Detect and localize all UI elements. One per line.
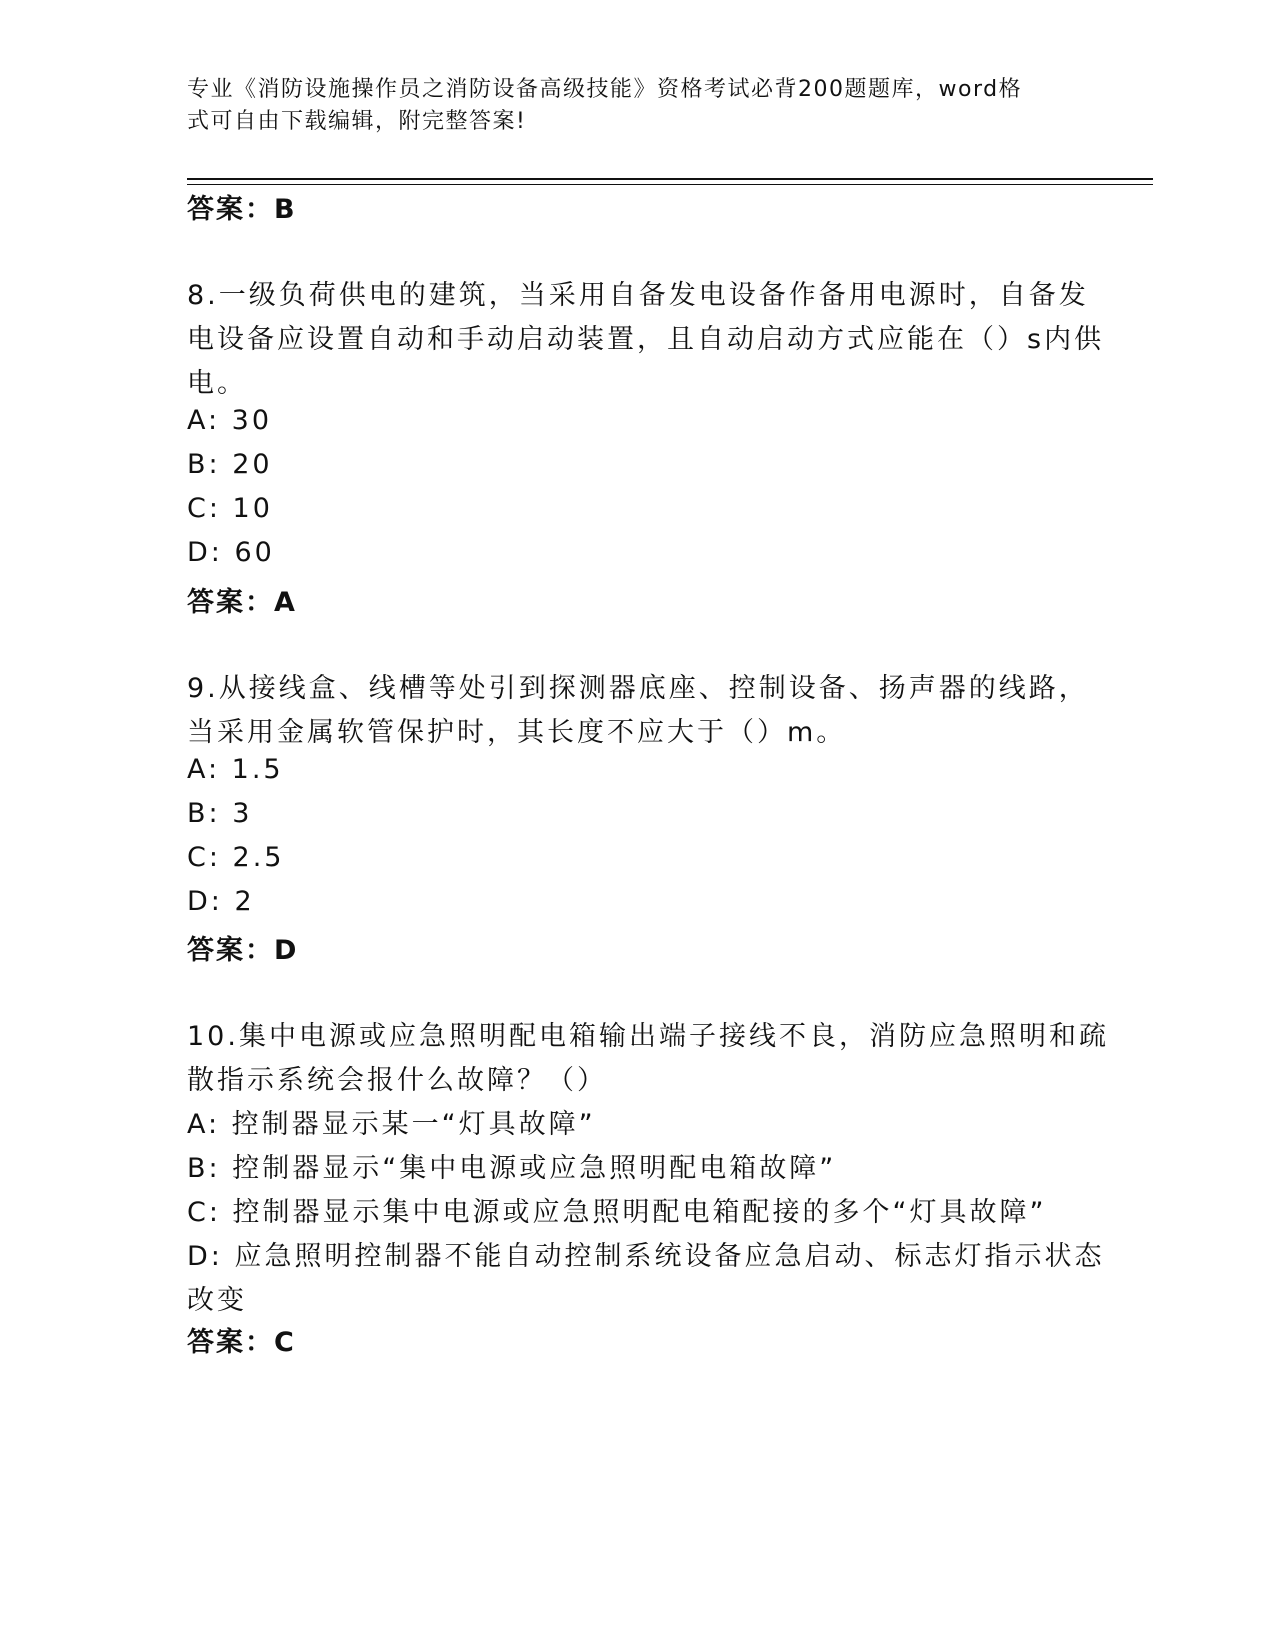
question-9-option-b: B: 3 xyxy=(187,798,253,829)
question-9-stem-line-2: 当采用金属软管保护时，其长度不应大于（）m。 xyxy=(187,717,847,748)
question-8-option-b: B: 20 xyxy=(187,449,273,480)
question-8-option-c: C: 10 xyxy=(187,493,273,524)
question-9-option-c: C: 2.5 xyxy=(187,842,285,873)
question-8-answer: 答案：A xyxy=(187,587,297,618)
question-10-answer: 答案：C xyxy=(187,1327,296,1358)
question-10-option-b: B: 控制器显示“集中电源或应急照明配电箱故障” xyxy=(187,1153,837,1184)
question-10-stem-line-2: 散指示系统会报什么故障？（） xyxy=(187,1065,607,1096)
question-8-option-a: A: 30 xyxy=(187,405,273,436)
header-divider-thin xyxy=(187,184,1153,185)
question-10-option-d-continuation: 改变 xyxy=(187,1285,247,1316)
question-8-stem-line-2: 电设备应设置自动和手动启动装置，且自动启动方式应能在（）s内供 xyxy=(187,324,1105,355)
question-8-stem-line-3: 电。 xyxy=(187,368,247,399)
question-9-stem-line-1: 9.从接线盒、线槽等处引到探测器底座、控制设备、扬声器的线路， xyxy=(187,673,1089,704)
question-8-stem-line-1: 8.一级负荷供电的建筑，当采用自备发电设备作备用电源时，自备发 xyxy=(187,280,1089,311)
question-9-answer: 答案：D xyxy=(187,935,299,966)
question-10-option-d: D: 应急照明控制器不能自动控制系统设备应急启动、标志灯指示状态 xyxy=(187,1241,1105,1272)
document-header xyxy=(187,74,1087,138)
header-divider-thick xyxy=(187,178,1153,180)
question-10-option-a: A: 控制器显示某一“灯具故障” xyxy=(187,1109,596,1140)
question-8-option-d: D: 60 xyxy=(187,537,275,568)
question-10-option-c: C: 控制器显示集中电源或应急照明配电箱配接的多个“灯具故障” xyxy=(187,1197,1047,1228)
previous-answer: 答案：B xyxy=(187,194,297,225)
question-10-stem-line-1: 10.集中电源或应急照明配电箱输出端子接线不良，消防应急照明和疏 xyxy=(187,1021,1109,1052)
header-line-1: 专业《消防设施操作员之消防设备高级技能》资格考试必背200题题库，word格 xyxy=(187,77,1023,102)
question-9-option-a: A: 1.5 xyxy=(187,754,284,785)
question-9-option-d: D: 2 xyxy=(187,886,255,917)
header-line-2: 式可自由下载编辑，附完整答案! xyxy=(187,109,527,134)
